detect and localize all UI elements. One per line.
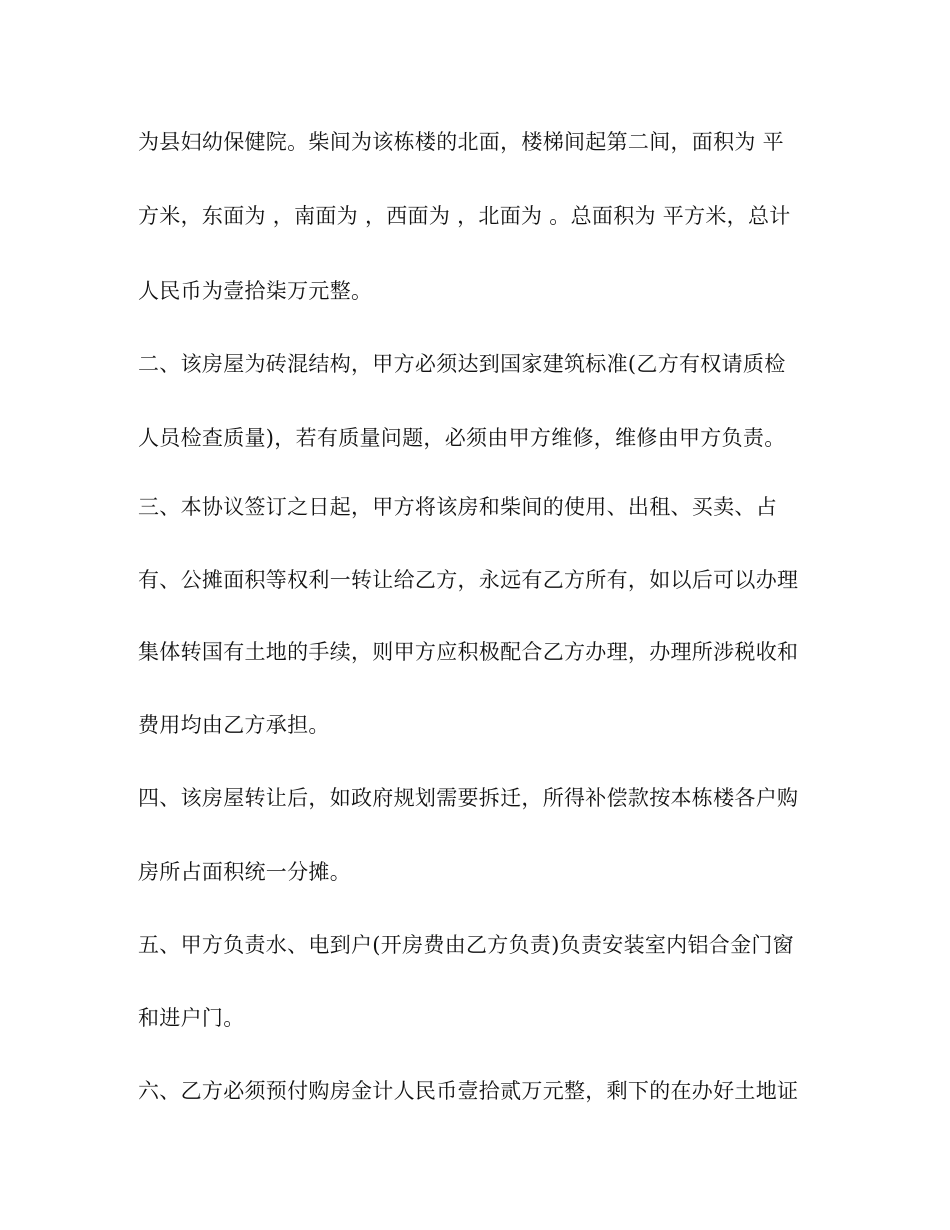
text-line-6: 三、本协议签订之日起，甲方将该房和柴间的使用、出租、买卖、占: [138, 495, 777, 519]
text-line-2: 方米，东面为 ，南面为 ，西面为 ，北面为 。总面积为 平方米，总计: [138, 204, 791, 228]
text-line-12: 五、甲方负责水、电到户(开房费由乙方负责)负责安装室内铝合金门窗: [138, 933, 794, 957]
text-line-8: 集体转国有土地的手续，则甲方应积极配合乙方办理，办理所涉税收和: [138, 640, 799, 664]
text-line-13: 和进户门。: [138, 1006, 245, 1030]
text-line-5: 人员检查质量)，若有质量问题，必须由甲方维修，维修由甲方负责。: [138, 426, 786, 450]
text-line-4: 二、该房屋为砖混结构，甲方必须达到国家建筑标准(乙方有权请质检: [138, 352, 786, 376]
text-line-7: 有、公摊面积等权利一转让给乙方，永远有乙方所有，如以后可以办理: [138, 568, 799, 592]
text-line-3: 人民币为壹拾柒万元整。: [138, 279, 373, 303]
text-line-10: 四、该房屋转让后，如政府规划需要拆迁，所得补偿款按本栋楼各户购: [138, 786, 799, 810]
text-line-14: 六、乙方必须预付购房金计人民币壹拾贰万元整，剩下的在办好土地证: [138, 1079, 799, 1103]
text-line-1: 为县妇幼保健院。柴间为该栋楼的北面，楼梯间起第二间，面积为 平: [138, 130, 784, 154]
text-line-11: 房所占面积统一分摊。: [138, 860, 351, 884]
text-line-9: 费用均由乙方承担。: [138, 713, 330, 737]
